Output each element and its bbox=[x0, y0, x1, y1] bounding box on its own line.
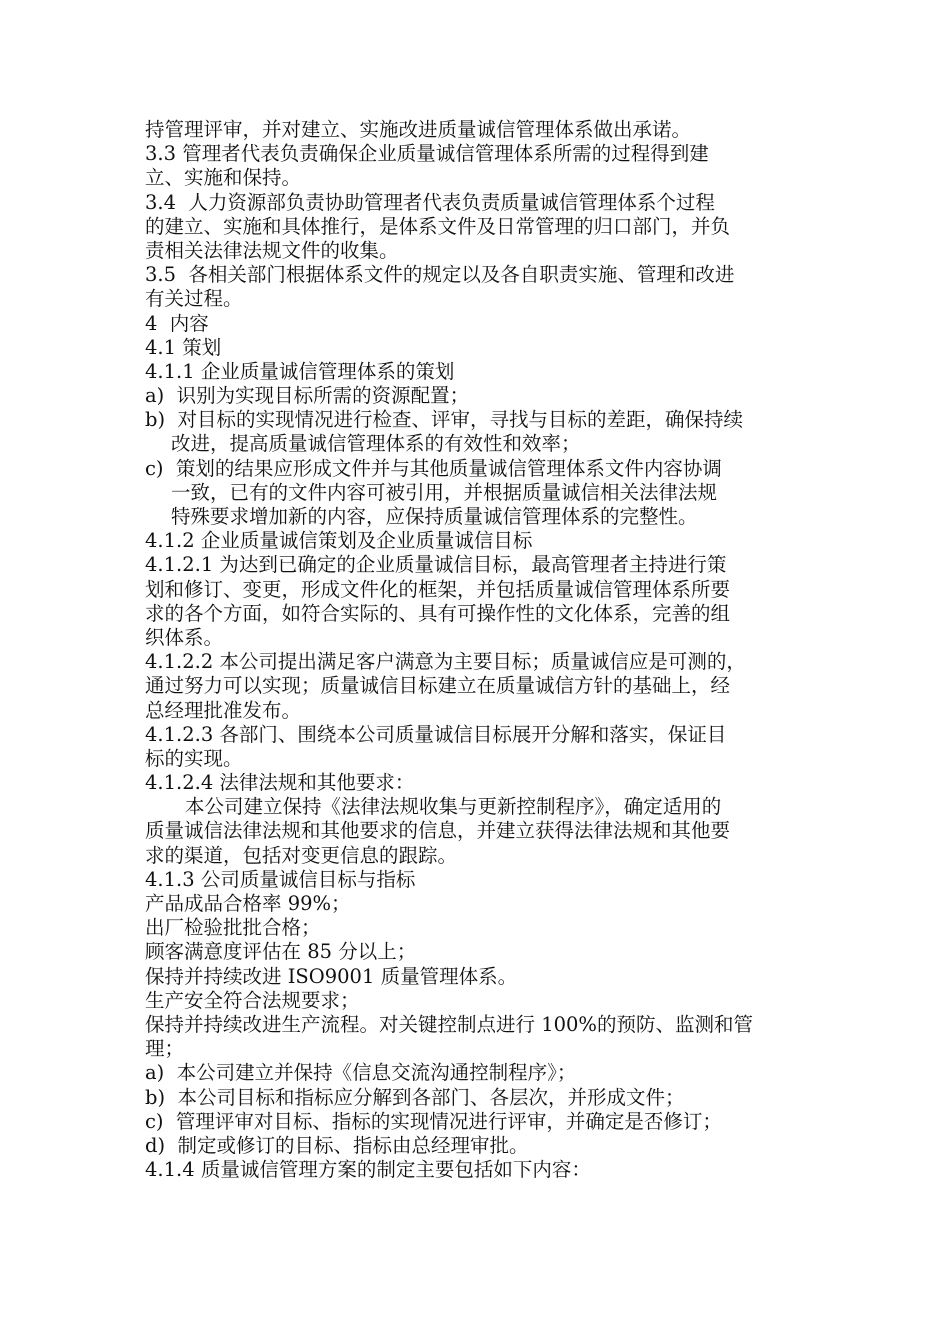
section-4-1-2-3: 4.1.2.3 各部门、围绕本公司质量诚信目标展开分解和落实，保证目 bbox=[145, 722, 727, 746]
text-line: 持管理评审，并对建立、实施改进质量诚信管理体系做出承诺。 bbox=[145, 118, 692, 141]
list-item-a: a) 本公司建立并保持《信息交流沟通控制程序》； bbox=[145, 1061, 577, 1085]
text-line: 立、实施和保持。 bbox=[145, 166, 302, 190]
section-4-1-2-4: 4.1.2.4 法律法规和其他要求： bbox=[145, 771, 415, 795]
text-line: 通过努力可以实现；质量诚信目标建立在质量诚信方针的基础上，经 bbox=[145, 674, 731, 698]
text-line: 质量诚信法律法规和其他要求的信息，并建立获得法律法规和其他要 bbox=[145, 819, 731, 843]
list-item-d: d) 制定或修订的目标、指标由总经理审批。 bbox=[145, 1133, 529, 1157]
section-4-1-2-heading: 4.1.2 企业质量诚信策划及企业质量诚信目标 bbox=[145, 529, 533, 553]
section-4-1-heading: 4.1 策划 bbox=[145, 335, 222, 359]
list-item-c-continued: 一致，已有的文件内容可被引用，并根据质量诚信相关法律法规 bbox=[171, 480, 718, 504]
list-item-c-continued: 特殊要求增加新的内容，应保持质量诚信管理体系的完整性。 bbox=[171, 505, 698, 528]
paragraph-first-line: 本公司建立保持《法律法规收集与更新控制程序》，确定适用的 bbox=[185, 795, 722, 819]
text-line: 求的渠道，包括对变更信息的跟踪。 bbox=[145, 843, 458, 867]
list-item-c: c) 管理评审对目标、指标的实现情况进行评审，并确定是否修订； bbox=[145, 1109, 722, 1133]
target-item: 产品成品合格率 99%； bbox=[145, 892, 351, 915]
target-item: 顾客满意度评估在 85 分以上； bbox=[145, 940, 417, 964]
list-item-b: b) 对目标的实现情况进行检查、评审，寻找与目标的差距，确保持续 bbox=[145, 408, 743, 432]
document-page bbox=[145, 118, 810, 1182]
section-4-1-1-heading: 4.1.1 企业质量诚信管理体系的策划 bbox=[145, 359, 455, 383]
text-line: 的建立、实施和具体推行，是体系文件及日常管理的归口部门，并负 bbox=[145, 214, 731, 238]
section-4-heading: 4 内容 bbox=[145, 311, 209, 335]
target-item: 生产安全符合法规要求； bbox=[145, 988, 360, 1012]
list-item-a: a) 识别为实现目标所需的资源配置； bbox=[145, 384, 470, 408]
target-item: 出厂检验批批合格； bbox=[145, 916, 321, 940]
target-item: 保持并持续改进 ISO9001 质量管理体系。 bbox=[145, 964, 518, 988]
section-4-1-2-1: 4.1.2.1 为达到已确定的企业质量诚信目标，最高管理者主持进行策 bbox=[145, 553, 727, 577]
list-item-b: b) 本公司目标和指标应分解到各部门、各层次，并形成文件； bbox=[145, 1085, 685, 1109]
text-line: 求的各个方面，如符合实际的、具有可操作性的文化体系，完善的组 bbox=[145, 601, 731, 625]
section-3-3: 3.3 管理者代表负责确保企业质量诚信管理体系所需的过程得到建 bbox=[145, 142, 709, 166]
text-line: 划和修订、变更，形成文件化的框架，并包括质量诚信管理体系所要 bbox=[145, 577, 731, 601]
list-item-c: c) 策划的结果应形成文件并与其他质量诚信管理体系文件内容协调 bbox=[145, 456, 722, 480]
section-3-5: 3.5 各相关部门根据体系文件的规定以及各自职责实施、管理和改进 bbox=[145, 263, 735, 287]
section-3-4: 3.4 人力资源部负责协助管理者代表负责质量诚信管理体系个过程 bbox=[145, 190, 715, 214]
text-line: 标的实现。 bbox=[145, 746, 243, 770]
list-item-b-continued: 改进，提高质量诚信管理体系的有效性和效率； bbox=[171, 432, 581, 456]
section-4-1-3-heading: 4.1.3 公司质量诚信目标与指标 bbox=[145, 867, 416, 891]
target-item: 保持并持续改进生产流程。对关键控制点进行 100%的预防、监测和管 bbox=[145, 1012, 753, 1036]
text-line: 织体系。 bbox=[145, 625, 224, 649]
text-line: 理； bbox=[145, 1037, 185, 1061]
section-4-1-2-2: 4.1.2.2 本公司提出满足客户满意为主要目标；质量诚信应是可测的， bbox=[145, 650, 746, 674]
text-line: 有关过程。 bbox=[145, 287, 243, 311]
section-4-1-4-heading: 4.1.4 质量诚信管理方案的制定主要包括如下内容： bbox=[145, 1158, 591, 1182]
text-line: 总经理批准发布。 bbox=[145, 698, 302, 722]
text-line: 责相关法律法规文件的收集。 bbox=[145, 238, 399, 262]
